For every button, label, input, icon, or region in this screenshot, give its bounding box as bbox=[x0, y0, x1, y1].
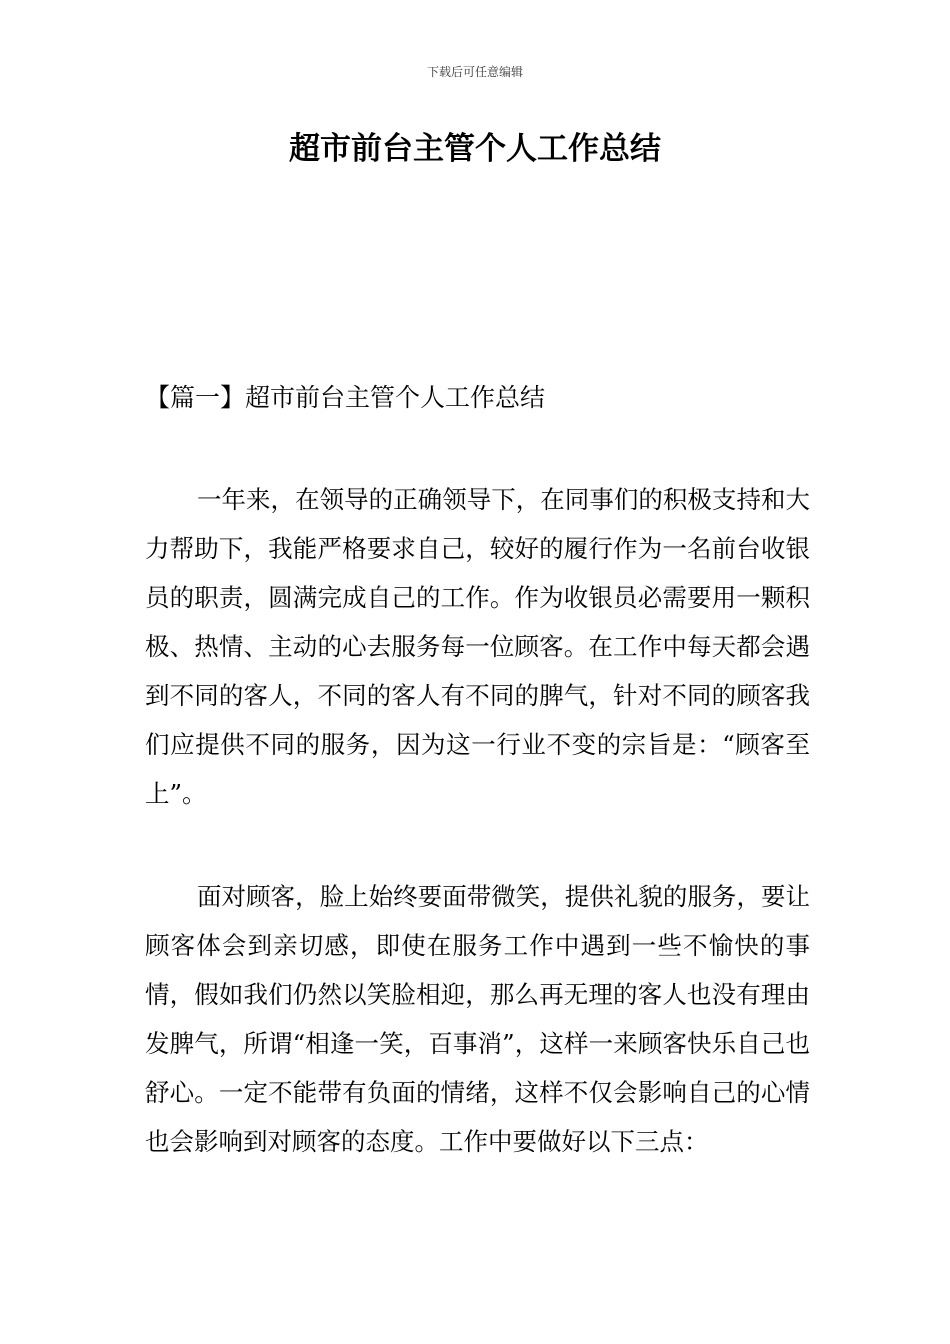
header-note: 下载后可任意编辑 bbox=[426, 65, 523, 79]
section-heading: 【篇一】超市前台主管个人工作总结 bbox=[145, 383, 546, 412]
body-paragraph-2: 面对顾客，脸上始终要面带微笑，提供礼貌的服务，要让顾客体会到亲切感，即使在服务工作中遇到一些不愉快的事情，假如我们仍然以笑脸相迎，那么再无理的客人也没有理由发脾气，所谓“相逢一笑，百事消”，这样一来顾客快乐自己也舒心。一定不能带有负面的情绪，这样不仅会影响自己的心情也会影响到对顾客的态度。工作中要做好以下三点： bbox=[145, 882, 810, 1156]
document-title: 超市前台主管个人工作总结 bbox=[289, 131, 661, 167]
body-paragraph-1: 一年来，在领导的正确领导下，在同事们的积极支持和大力帮助下，我能严格要求自己，较好的履行作为一名前台收银员的职责，圆满完成自己的工作。作为收银员必需要用一颗积极、热情、主动的心去服务每一位顾客。在工作中每天都会遇到不同的客人，不同的客人有不同的脾气，针对不同的顾客我们应提供不同的服务，因为这一行业不变的宗旨是：“顾客至上”。 bbox=[145, 485, 810, 808]
